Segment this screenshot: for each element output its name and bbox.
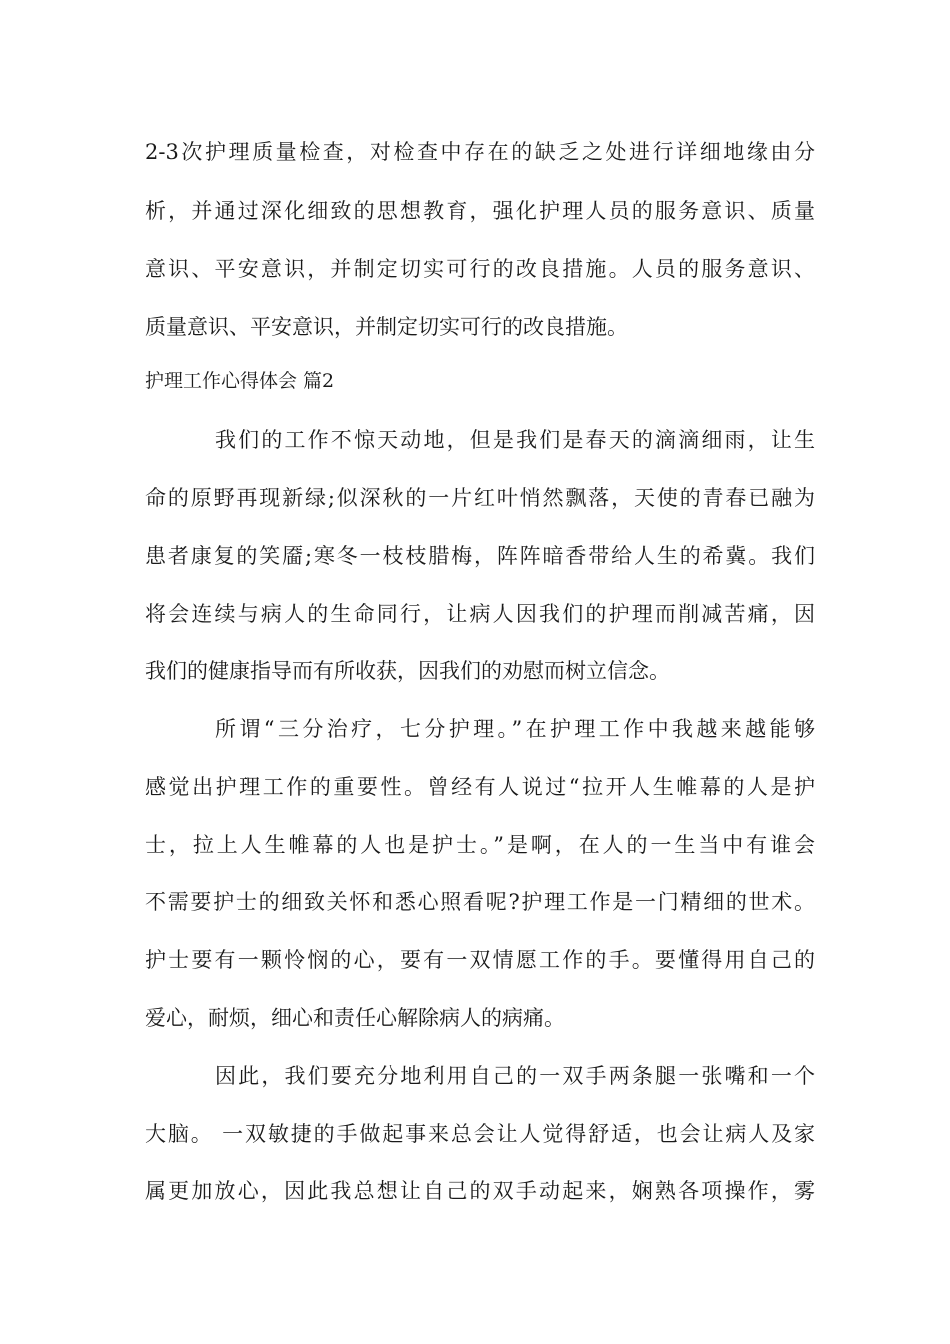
text-line: 我们的健康指导而有所收获，因我们的劝慰而树立信念。 [145, 659, 670, 683]
text-line: 意识、平安意识，并制定切实可行的改良措施。人员的服务意识、 [145, 257, 815, 281]
text-line: 感觉出护理工作的重要性。曾经有人说过“拉开人生帷幕的人是护 [145, 775, 815, 799]
text-line: 患者康复的笑靥;寒冬一枝枝腊梅，阵阵暗香带给人生的希冀。我们 [145, 544, 815, 568]
text-line: 我们的工作不惊天动地，但是我们是春天的滴滴细雨，让生 [215, 428, 815, 452]
text-line: 爱心，耐烦，细心和责任心解除病人的病痛。 [145, 1006, 565, 1030]
text-line: 将会连续与病人的生命同行，让病人因我们的护理而削减苦痛，因 [145, 602, 815, 626]
text-line: 命的原野再现新绿;似深秋的一片红叶悄然飘落，天使的青春已融为 [145, 486, 815, 510]
text-line: 质量意识、平安意识，并制定切实可行的改良措施。 [145, 315, 628, 339]
text-line: 属更加放心，因此我总想让自己的双手动起来，娴熟各项操作，雾 [145, 1179, 815, 1203]
section-heading: 护理工作心得体会 篇2 [145, 370, 335, 392]
text-line: 士，拉上人生帷幕的人也是护士。”是啊，在人的一生当中有谁会 [145, 833, 815, 857]
text-line: 所谓“三分治疗，七分护理。”在护理工作中我越来越能够 [215, 717, 815, 741]
text-line: 大脑。 一双敏捷的手做起事来总会让人觉得舒适，也会让病人及家 [145, 1122, 815, 1146]
text-line: 2-3次护理质量检查，对检查中存在的缺乏之处进行详细地缘由分 [145, 140, 815, 164]
text-line: 护士要有一颗怜悯的心，要有一双情愿工作的手。要懂得用自己的 [145, 948, 815, 972]
text-line: 不需要护士的细致关怀和悉心照看呢?护理工作是一门精细的世术。 [145, 890, 815, 914]
text-line: 析，并通过深化细致的思想教育，强化护理人员的服务意识、质量 [145, 199, 815, 223]
text-line: 因此，我们要充分地利用自己的一双手两条腿一张嘴和一个 [215, 1064, 815, 1088]
